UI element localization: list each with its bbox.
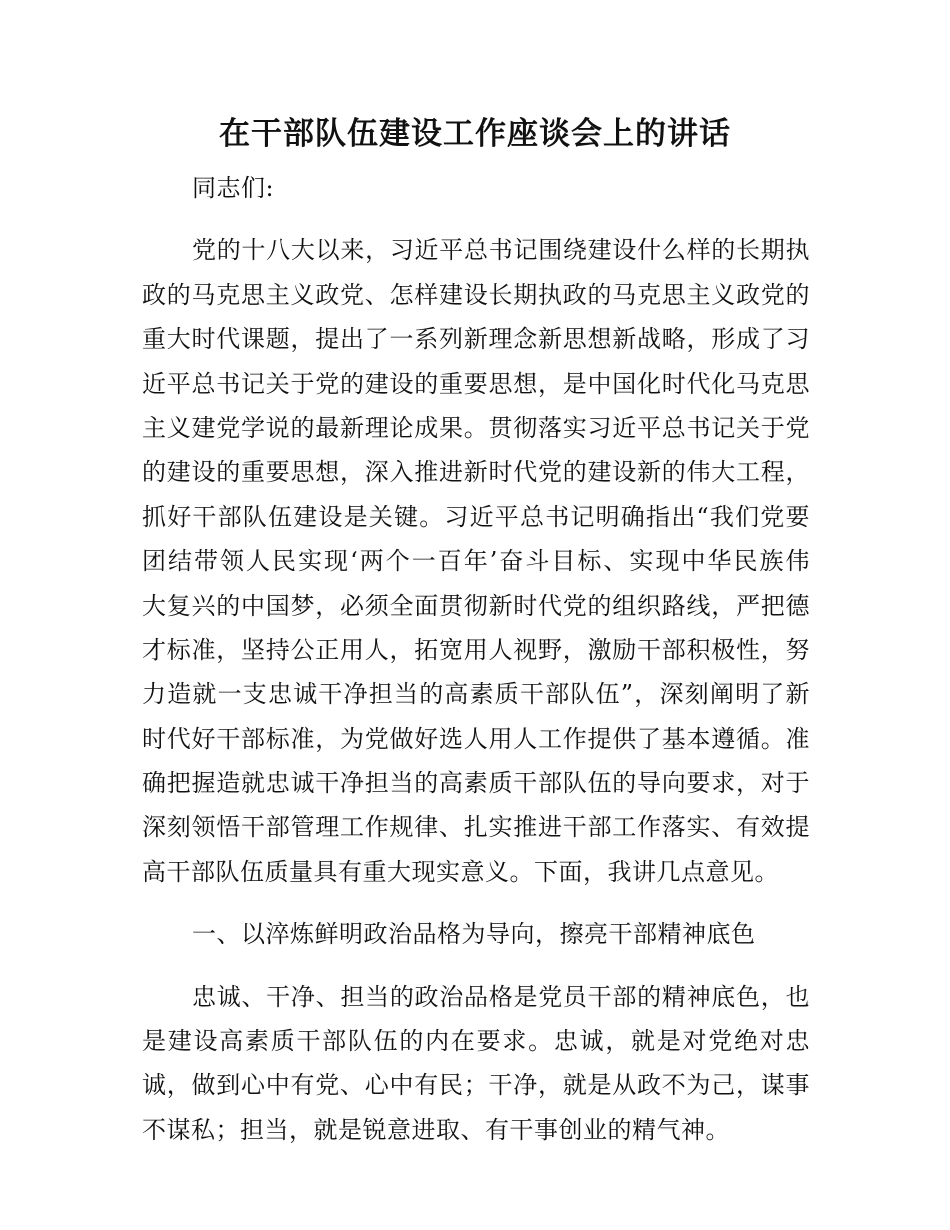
paragraph-2-line: 不谋私；担当，就是锐意进取、有干事创业的精气神。 xyxy=(142,1115,730,1144)
paragraph-1-line: 党的十八大以来，习近平总书记围绕建设什么样的长期执 xyxy=(192,236,810,265)
paragraph-1-line: 深刻领悟干部管理工作规律、扎实推进干部工作落实、有效提 xyxy=(142,813,810,842)
paragraph-1 xyxy=(142,228,810,894)
paragraph-1-line: 力造就一支忠诚干净担当的高素质干部队伍”，深刻阐明了新 xyxy=(142,680,810,709)
document-title: 在干部队伍建设工作座谈会上的讲话 xyxy=(219,116,731,152)
section-1-heading: 一、以淬炼鲜明政治品格为导向，擦亮干部精神底色 xyxy=(192,920,756,949)
paragraph-1-line: 重大时代课题，提出了一系列新理念新思想新战略，形成了习 xyxy=(142,325,810,354)
paragraph-1-line: 政的马克思主义政党、怎样建设长期执政的马克思主义政党的 xyxy=(142,280,810,309)
paragraph-2 xyxy=(142,975,810,1153)
paragraph-1-line: 抓好干部队伍建设是关键。习近平总书记明确指出“我们党要 xyxy=(142,502,810,531)
paragraph-1-line: 近平总书记关于党的建设的重要思想，是中国化时代化马克思 xyxy=(142,369,810,398)
paragraph-1-line: 才标准，坚持公正用人，拓宽用人视野，激励干部积极性，努 xyxy=(142,635,810,664)
paragraph-1-line: 的建设的重要思想，深入推进新时代党的建设新的伟大工程， xyxy=(142,458,810,487)
salutation: 同志们: xyxy=(192,174,275,202)
paragraph-1-line: 时代好干部标准，为党做好选人用人工作提供了基本遵循。准 xyxy=(142,724,810,753)
paragraph-1-line: 确把握造就忠诚干净担当的高素质干部队伍的导向要求，对于 xyxy=(142,769,810,798)
paragraph-2-line: 是建设高素质干部队伍的内在要求。忠诚，就是对党绝对忠 xyxy=(142,1027,810,1056)
paragraph-1-line: 大复兴的中国梦，必须全面贯彻新时代党的组织路线，严把德 xyxy=(142,591,810,620)
paragraph-2-line: 诚，做到心中有党、心中有民；干净，就是从政不为己，谋事 xyxy=(142,1071,810,1100)
paragraph-1-line: 高干部队伍质量具有重大现实意义。下面，我讲几点意见。 xyxy=(142,857,779,886)
paragraph-1-line: 主义建党学说的最新理论成果。贯彻落实习近平总书记关于党 xyxy=(142,413,810,442)
document-body xyxy=(142,166,810,1152)
paragraph-2-line: 忠诚、干净、担当的政治品格是党员干部的精神底色，也 xyxy=(192,982,810,1011)
paragraph-1-line: 团结带领人民实现‘两个一百年’奋斗目标、实现中华民族伟 xyxy=(142,547,810,576)
